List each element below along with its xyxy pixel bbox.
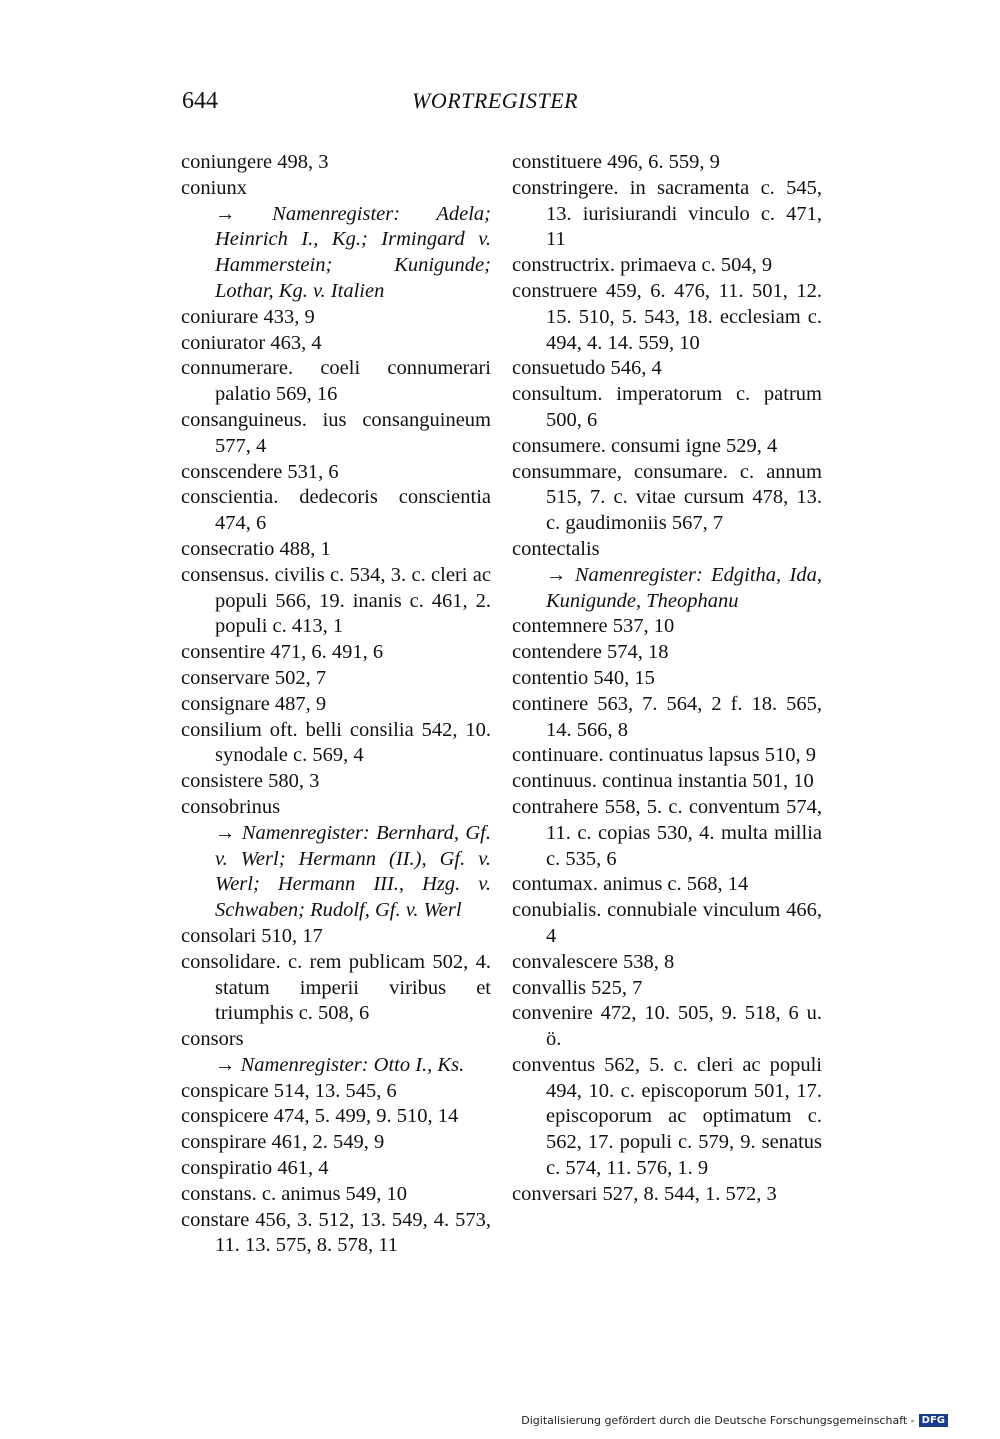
cross-reference: → Namenregister: Bernhard, Gf. v. Werl; Hermann (II.), Gf. v. Werl; Hermann III., Hzg. v. Schwaben; Rudolf, Gf. v. Werl (215, 821, 491, 922)
index-entry: continuus. continua instantia 501, 10 (512, 770, 814, 793)
index-entry: conversari 527, 8. 544, 1. 572, 3 (512, 1182, 777, 1205)
index-entry: constans. c. animus 549, 10 (181, 1182, 408, 1205)
index-entry: contemnere 537, 10 (512, 615, 675, 638)
index-entry: conubialis. connubiale vinculum 466, 4 (512, 899, 822, 947)
index-entry: connumerare. coeli connumerari palatio 569, 16 (181, 357, 491, 406)
index-entry: consummare, consumare. c. annum 515, 7. c. vitae cursum 478, 13. c. gaudimoniis 567, 7 (512, 460, 822, 535)
index-entry: contrahere 558, 5. c. conventum 574, 11. c. copias 530, 4. multa millia c. 535, 6 (512, 795, 822, 870)
index-entry: conspiratio 461, 4 (181, 1157, 329, 1180)
index-entry: consistere 580, 3 (181, 770, 320, 793)
index-entry: constructrix. primaeva c. 504, 9 (512, 254, 773, 277)
footer-credit-text: Digitalisierung gefördert durch die Deutsche Forschungsgemeinschaft - (521, 1414, 915, 1427)
index-entry: constare 456, 3. 512, 13. 549, 4. 573, 11. 13. 575, 8. 578, 11 (181, 1208, 491, 1257)
index-entry: conservare 502, 7 (181, 666, 327, 689)
index-entry: consilium oft. belli consilia 542, 10. synodale c. 569, 4 (181, 718, 491, 767)
index-entry: conventus 562, 5. c. cleri ac populi 494, 10. c. episcoporum 501, 17. episcoporum ac optimatum c. 562, 17. populi c. 579, 9. senatus c. 574, 11. 576, 1. 9 (512, 1053, 822, 1180)
index-entry: coniunx (181, 176, 248, 199)
index-entry: constituere 496, 6. 559, 9 (512, 151, 720, 173)
cross-reference: → Namenregister: Adela; Heinrich I., Kg.; Irmingard v. Hammerstein; Kunigunde; Lothar, Kg. v. Italien (215, 202, 491, 302)
index-entry: contendere 574, 18 (512, 641, 669, 664)
index-entry: consumere. consumi igne 529, 4 (512, 434, 778, 457)
index-entry: contumax. animus c. 568, 14 (512, 873, 749, 896)
index-entry: consors (181, 1028, 244, 1051)
index-entry: continere 563, 7. 564, 2 f. 18. 565, 14. 566, 8 (512, 692, 822, 741)
index-entry: consignare 487, 9 (181, 692, 327, 715)
index-entry: consanguineus. ius consanguineum 577, 4 (181, 408, 491, 457)
index-entry: consensus. civilis c. 534, 3. c. cleri ac populi 566, 19. inanis c. 461, 2. populi c. 413, 1 (181, 563, 491, 638)
index-entry: consuetudo 546, 4 (512, 357, 662, 380)
footer-credit (521, 1414, 948, 1427)
left-column (181, 150, 491, 1259)
index-entry: consolari 510, 17 (181, 924, 323, 947)
dfg-logo: DFG (919, 1414, 948, 1427)
cross-reference: → Namenregister: Edgitha, Ida, Kunigunde, Theophanu (546, 563, 822, 612)
index-entry: conspicare 514, 13. 545, 6 (181, 1079, 397, 1102)
index-entry: conspirare 461, 2. 549, 9 (181, 1131, 385, 1154)
index-entry: conscientia. dedecoris conscientia 474, 6 (181, 486, 491, 535)
index-entry: contectalis (512, 537, 600, 560)
cross-reference: → Namenregister: Otto I., Ks. (215, 1053, 465, 1076)
index-entry: consultum. imperatorum c. patrum 500, 6 (512, 383, 822, 431)
page-number: 644 (182, 88, 218, 114)
index-entry: construere 459, 6. 476, 11. 501, 12. 15. 510, 5. 543, 18. ecclesiam c. 494, 4. 14. 559, 10 (512, 279, 822, 354)
index-entry: consobrinus (181, 795, 281, 818)
index-entry: coniungere 498, 3 (181, 151, 329, 173)
index-entry: constringere. in sacramenta c. 545, 13. iurisiurandi vinculo c. 471, 11 (512, 176, 822, 251)
index-entry: convalescere 538, 8 (512, 950, 675, 973)
index-entry: convenire 472, 10. 505, 9. 518, 6 u. ö. (512, 1002, 822, 1051)
index-entry: conspicere 474, 5. 499, 9. 510, 14 (181, 1105, 459, 1128)
index-entry: coniurare 433, 9 (181, 305, 315, 328)
running-head: WORTREGISTER (412, 88, 579, 113)
index-entry: contentio 540, 15 (512, 666, 655, 689)
index-entry: consentire 471, 6. 491, 6 (181, 641, 384, 664)
index-entry: consolidare. c. rem publicam 502, 4. statum imperii viribus et triumphis c. 508, 6 (181, 950, 491, 1025)
index-entry: conscendere 531, 6 (181, 460, 339, 483)
index-entry: consecratio 488, 1 (181, 537, 331, 560)
index-entry: convallis 525, 7 (512, 976, 643, 999)
right-column (512, 150, 822, 1208)
index-entry: continuare. continuatus lapsus 510, 9 (512, 744, 817, 767)
index-entry: coniurator 463, 4 (181, 331, 322, 354)
